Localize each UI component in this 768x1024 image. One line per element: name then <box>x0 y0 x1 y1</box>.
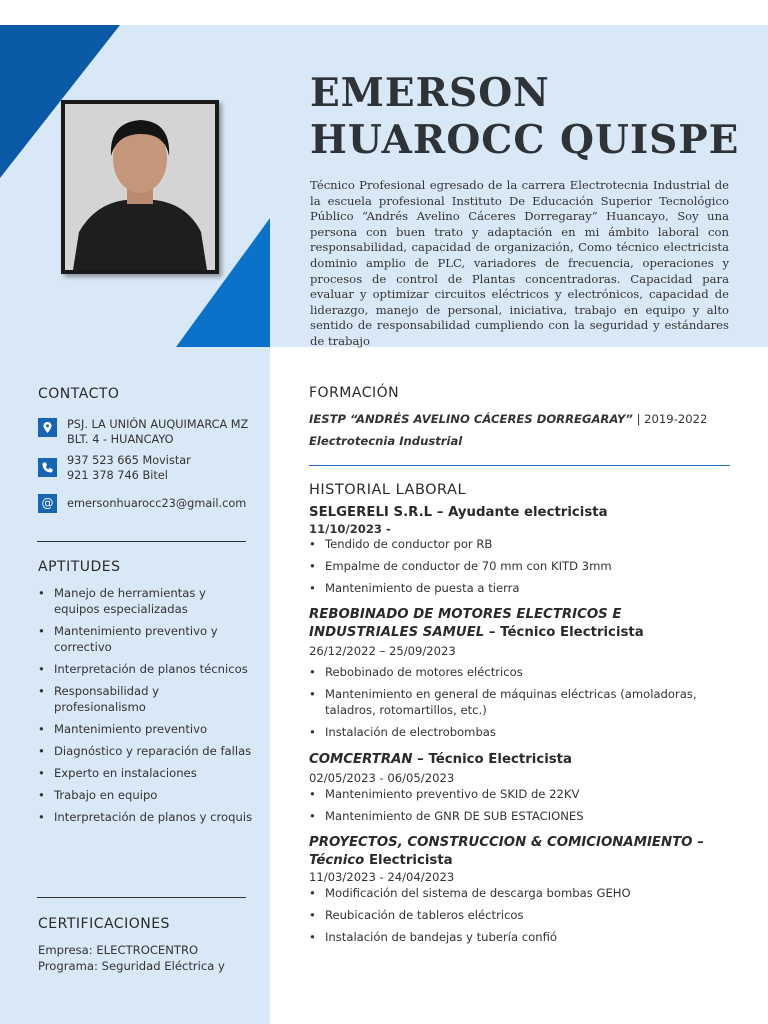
address-text: PSJ. LA UNIÓN AUQUIMARCA MZ BLT. 4 - HUANCAYO <box>67 418 249 446</box>
name-line-1: EMERSON <box>310 70 550 116</box>
contact-title: CONTACTO <box>38 386 120 402</box>
list-item: • Instalación de bandejas y tubería confió <box>309 929 734 945</box>
divider <box>37 897 246 898</box>
phones-text <box>67 453 267 483</box>
contact-phones <box>38 453 258 485</box>
education-title: FORMACIÓN <box>309 385 400 401</box>
candidate-name <box>310 70 739 164</box>
job-date: 26/12/2022 – 25/09/2023 <box>309 644 456 658</box>
list-item: • Manejo de herramientas y equipos especializadas <box>38 585 253 617</box>
profile-photo <box>61 100 219 274</box>
job-company: REBOBINADO DE MOTORES ELECTRICOS E INDUSTRIALES SAMUEL <box>309 607 622 640</box>
job-role: Electricista <box>368 853 453 868</box>
list-item: • Experto en instalaciones <box>38 765 253 781</box>
profile-summary: Técnico Profesional egresado de la carrera Electrotecnia Industrial de la escuela profesional Instituto De Educación Superior Tecnológico Público “Andrés Avelino Cáceres Dorregaray” Huancayo, Soy una persona con buen trato y adaptación en mi ámbito laboral con responsabilidad, capacidad de organización, Como técnico electricista dominio amplio de PLC, variadores de frecuencia, operaciones y procesos de control de Plantas concentradoras. Capacidad para evaluar y optimizar circuitos eléctricos y electrónicos, capacidad de liderazgo, manejo de personal, iniciativa, trabajo en equipo y alto sentido de responsabilidad cumpliendo con la seguridad y estándares de trabajo <box>310 178 729 348</box>
job-role-italic: Técnico <box>309 853 365 868</box>
list-item: • Diagnóstico y reparación de fallas <box>38 743 253 759</box>
job-role: Técnico Electricista <box>500 625 644 640</box>
list-item: • Empalme de conductor de 70 mm con KITD 3mm <box>309 558 734 574</box>
job-role: Técnico Electricista <box>428 752 573 767</box>
job-entry <box>309 751 734 824</box>
list-item: • Mantenimiento de puesta a tierra <box>309 580 734 596</box>
work-title: HISTORIAL LABORAL <box>309 482 467 498</box>
job-company: COMCERTRAN <box>309 752 413 767</box>
section-divider <box>309 465 730 466</box>
phone-icon <box>38 458 57 477</box>
cert-program: Programa: Seguridad Eléctrica y <box>38 959 225 973</box>
email-icon: @ <box>38 494 57 513</box>
certifications-text <box>38 942 225 974</box>
phone-2[interactable]: 921 378 746 Bitel <box>67 469 168 482</box>
list-item: • Mantenimiento en general de máquinas eléctricas (amoladoras, taladros, rotomartillos, etc.) <box>309 686 734 718</box>
cert-company: Empresa: ELECTROCENTRO <box>38 943 199 957</box>
list-item: • Trabajo en equipo <box>38 787 253 803</box>
job-title: REBOBINADO DE MOTORES ELECTRICOS E INDUSTRIALES SAMUEL – Técnico Electricista <box>309 607 644 640</box>
skills-title: APTITUDES <box>38 559 121 575</box>
job-entry <box>309 834 734 945</box>
job-title: SELGERELI S.R.L – Ayudante electricista <box>309 505 608 520</box>
job-tasks <box>309 664 734 740</box>
job-tasks <box>309 786 734 824</box>
list-item: • Mantenimiento preventivo de SKID de 22KV <box>309 786 734 802</box>
job-title: COMCERTRAN – Técnico Electricista <box>309 752 573 767</box>
job-company: PROYECTOS, CONSTRUCCION & COMICIONAMIENTO <box>309 835 693 850</box>
location-icon <box>38 418 57 437</box>
list-item: • Modificación del sistema de descarga bombas GEHO <box>309 885 734 901</box>
job-date: 11/03/2023 - 24/04/2023 <box>309 870 455 884</box>
job-company: SELGERELI S.R.L <box>309 505 433 520</box>
list-item: • Interpretación de planos y croquis <box>38 809 253 825</box>
list-item: • Mantenimiento preventivo <box>38 721 253 737</box>
certifications-title: CERTIFICACIONES <box>38 916 170 932</box>
education-career-line <box>309 433 734 449</box>
job-tasks <box>309 536 734 596</box>
education-institution-line <box>309 411 734 427</box>
education-career: Electrotecnia Industrial <box>309 434 463 448</box>
education-institution: IESTP “ANDRÉS AVELINO CÁCERES DORREGARAY” <box>309 412 633 426</box>
list-item: • Reubicación de tableros eléctricos <box>309 907 734 923</box>
contact-address <box>38 417 258 449</box>
education-years: 2019-2022 <box>644 412 708 426</box>
skills-list <box>38 585 253 831</box>
list-item: • Mantenimiento de GNR DE SUB ESTACIONES <box>309 808 734 824</box>
list-item: • Instalación de electrobombas <box>309 724 734 740</box>
list-item: • Rebobinado de motores eléctricos <box>309 664 734 680</box>
job-title: PROYECTOS, CONSTRUCCION & COMICIONAMIENTO – Técnico Electricista <box>309 835 704 868</box>
job-role: Ayudante electricista <box>448 505 608 520</box>
job-date: 11/10/2023 - <box>309 522 391 536</box>
name-line-2: HUAROCC QUISPE <box>310 117 740 163</box>
email-text[interactable]: emersonhuarocc23@gmail.com <box>67 497 247 510</box>
job-date: 02/05/2023 - 06/05/2023 <box>309 771 455 785</box>
divider <box>37 541 246 542</box>
list-item: • Mantenimiento preventivo y correctivo <box>38 623 253 655</box>
education-separator: | <box>636 412 645 426</box>
job-tasks <box>309 885 734 945</box>
contact-email <box>38 494 258 514</box>
job-entry <box>309 606 734 740</box>
list-item: • Responsabilidad y profesionalismo <box>38 683 253 715</box>
list-item: • Tendido de conductor por RB <box>309 536 734 552</box>
person-portrait-icon <box>65 104 215 270</box>
phone-1[interactable]: 937 523 665 Movistar <box>67 454 191 467</box>
job-entry <box>309 504 734 596</box>
list-item: • Interpretación de planos técnicos <box>38 661 253 677</box>
